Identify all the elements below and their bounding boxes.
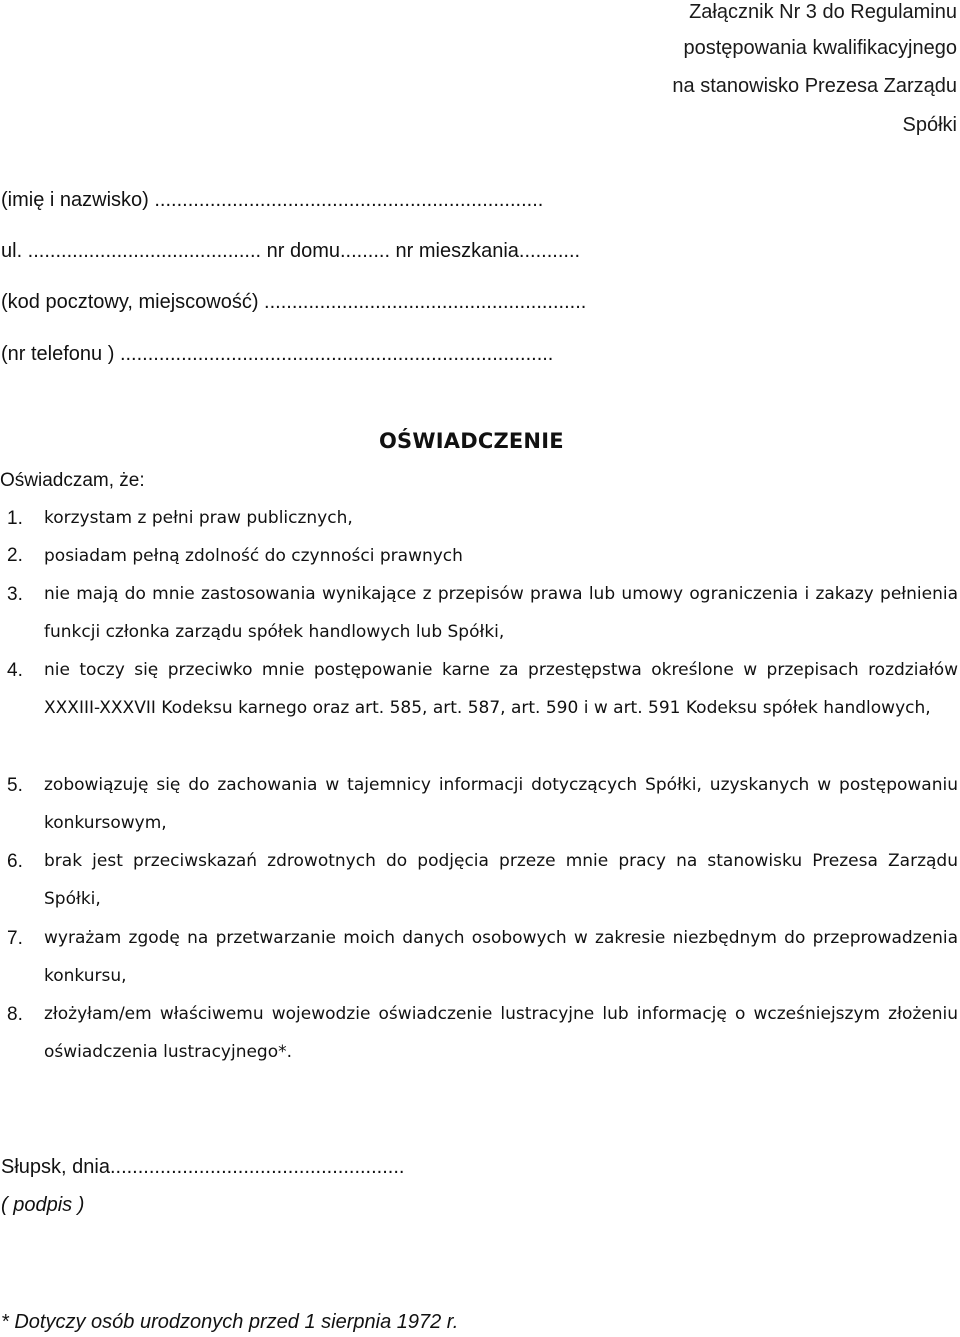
place-date-line: Słupsk, dnia..................................................... (1, 1156, 405, 1178)
item-number: 8. (7, 1004, 23, 1025)
header-line-1: Załącznik Nr 3 do Regulaminu (689, 1, 957, 23)
statement-title: OŚWIADCZENIE (379, 429, 564, 453)
statement-item: brak jest przeciwskazań zdrowotnych do podjęcia przeze mnie pracy na stanowisku Prezesa Zarządu Spółki, (44, 851, 958, 909)
statement-item: wyrażam zgodę na przetwarzanie moich danych osobowych w zakresie niezbędnym do przeprowadzenia konkursu, (44, 928, 958, 986)
statement-item: nie toczy się przeciwko mnie postępowanie karne za przestępstwa określone w przepisach rozdziałów XXXIII-XXXVII Kodeksu karnego oraz art. 585, art. 587, art. 590 i w art. 591 Kodeksu spółek handlowych, (44, 660, 958, 718)
statement-item: korzystam z pełni praw publicznych, (44, 508, 353, 528)
item-number: 3. (7, 584, 23, 605)
statement-item: nie mają do mnie zastosowania wynikające z przepisów prawa lub umowy ograniczenia i zakazy pełnienia funkcji członka zarządu spółek handlowych lub Spółki, (44, 584, 958, 642)
header-line-3: na stanowisko Prezesa Zarządu (672, 75, 957, 97)
item-number: 1. (7, 508, 23, 529)
item-number: 6. (7, 851, 23, 872)
footnote: * Dotyczy osób urodzonych przed 1 sierpnia 1972 r. (1, 1311, 459, 1333)
statement-item: zobowiązuję się do zachowania w tajemnicy informacji dotyczących Spółki, uzyskanych w postępowaniu konkursowym, (44, 775, 958, 833)
item-number: 2. (7, 545, 23, 566)
phone-field: (nr telefonu ) .............................................................................. (1, 343, 554, 365)
item-number: 7. (7, 928, 23, 949)
item-number: 5. (7, 775, 23, 796)
name-field: (imię i nazwisko) ...................................................................... (1, 189, 544, 211)
statement-item: posiadam pełną zdolność do czynności prawnych (44, 546, 463, 566)
street-field: ul. .......................................... nr domu......... nr mieszkania........... (1, 240, 581, 262)
header-line-4: Spółki (902, 114, 957, 136)
statement-item: złożyłam/em właściwemu wojewodzie oświadczenie lustracyjne lub informację o wcześniejszym złożeniu oświadczenia lustracyjnego*. (44, 1004, 958, 1062)
header-line-2: postępowania kwalifikacyjnego (683, 37, 957, 59)
statement-intro: Oświadczam, że: (0, 470, 145, 491)
signature-label: ( podpis ) (1, 1194, 85, 1216)
postal-field: (kod pocztowy, miejscowość) .......................................................... (1, 291, 587, 313)
item-number: 4. (7, 660, 23, 681)
